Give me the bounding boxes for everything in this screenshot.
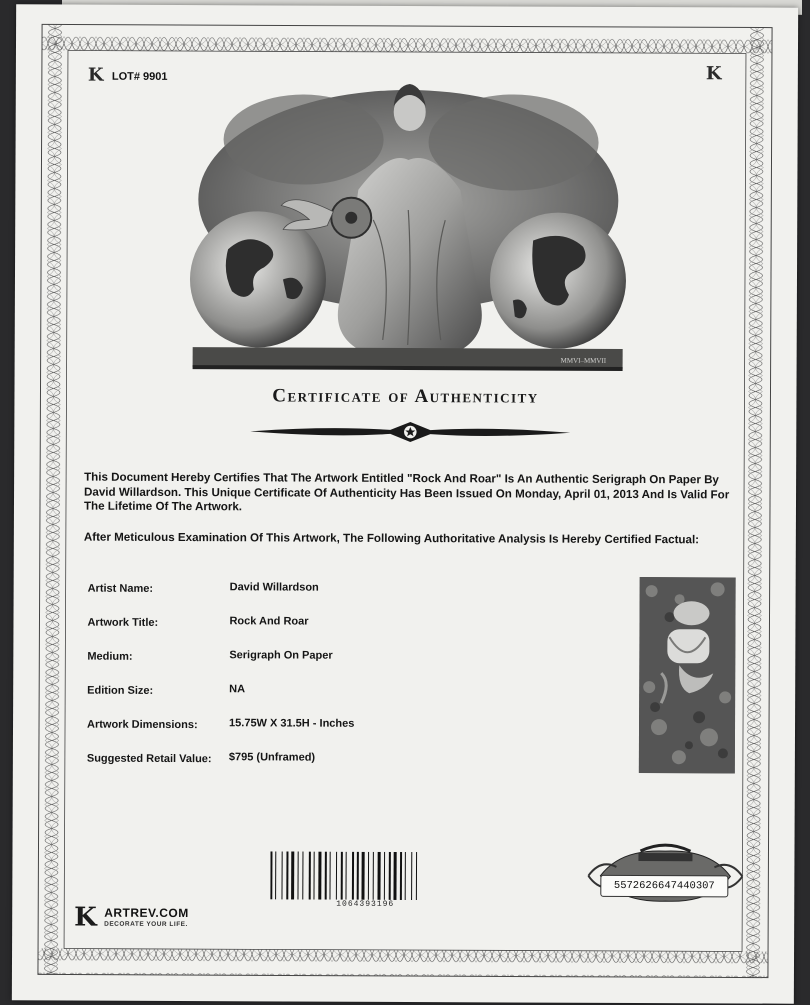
artrev-tagline: DECORATE YOUR LIFE. <box>104 920 188 929</box>
barcode-bar <box>325 852 327 900</box>
certificate-title: Certificate of Authenticity <box>272 385 539 408</box>
barcode-bar <box>368 852 369 900</box>
detail-value: 15.75W X 31.5H - Inches <box>229 717 355 730</box>
barcode-bar <box>286 851 288 899</box>
detail-label: Edition Size: <box>87 684 154 697</box>
detail-label: Artwork Title: <box>87 616 159 629</box>
barcode-bar <box>345 852 346 900</box>
barcode-bar <box>281 851 282 899</box>
barcode-bar <box>373 852 374 900</box>
barcode-bar <box>411 852 412 900</box>
lot-number: LOT# 9901 <box>111 70 168 83</box>
barcode-bar <box>341 852 343 900</box>
corner-logo-right: K <box>705 63 722 85</box>
detail-label: Suggested Retail Value: <box>86 752 212 766</box>
title-ornament <box>250 417 570 446</box>
barcode-bar <box>309 852 311 900</box>
barcode-bar <box>270 851 272 899</box>
detail-value: Rock And Roar <box>229 615 309 628</box>
artrev-k-mark: K <box>74 902 97 933</box>
detail-label: Medium: <box>87 650 133 663</box>
barcode-bar <box>302 852 303 900</box>
barcode <box>270 851 460 900</box>
barcode-bar <box>393 852 396 900</box>
barcode-bar <box>336 852 337 900</box>
detail-value: $795 (Unframed) <box>228 751 316 764</box>
barcode-bar <box>361 852 364 900</box>
barcode-bar <box>377 852 380 900</box>
certificate-sheet <box>12 4 798 1003</box>
allegorical-engraving <box>183 79 634 379</box>
analysis-statement: After Meticulous Examination Of This Artwork, The Following Authoritative Analysis Is Hereby Certified Factual: <box>83 530 700 547</box>
barcode-bar <box>313 852 314 900</box>
detail-value: David Willardson <box>229 581 319 594</box>
barcode-bar <box>389 852 391 900</box>
barcode-bar <box>291 852 294 900</box>
detail-value: Serigraph On Paper <box>229 649 333 662</box>
barcode-number: 1064393196 <box>336 899 395 909</box>
barcode-bar <box>329 852 330 900</box>
barcode-bar <box>352 852 354 900</box>
detail-label: Artist Name: <box>87 582 154 595</box>
barcode-bar <box>384 852 385 900</box>
artrev-brand: ARTREV.COM <box>104 905 189 921</box>
barcode-bar <box>405 852 406 900</box>
barcode-bar <box>357 852 359 900</box>
barcode-bar <box>318 852 321 900</box>
engraving-date: MMVI–MMVII <box>560 356 607 365</box>
detail-label: Artwork Dimensions: <box>87 718 198 732</box>
barcode-bar <box>297 852 298 900</box>
barcode-bar <box>400 852 402 900</box>
artwork-thumbnail <box>639 577 736 773</box>
corner-logo-left: K <box>87 64 104 86</box>
certification-statement: This Document Hereby Certifies That The Artwork Entitled "Rock And Roar" Is An Authentic Serigraph On Paper By David Willardson. This Unique Certificate Of Authenticity Has Been Issued On Monday, April 01, 2013 And Is Valid For The Lifetime Of The Artwork. <box>83 470 730 514</box>
seal-serial-number: 5572626647440307 <box>600 875 728 898</box>
barcode-bar <box>275 851 276 899</box>
barcode-bar <box>416 852 417 900</box>
detail-value: NA <box>229 683 246 696</box>
